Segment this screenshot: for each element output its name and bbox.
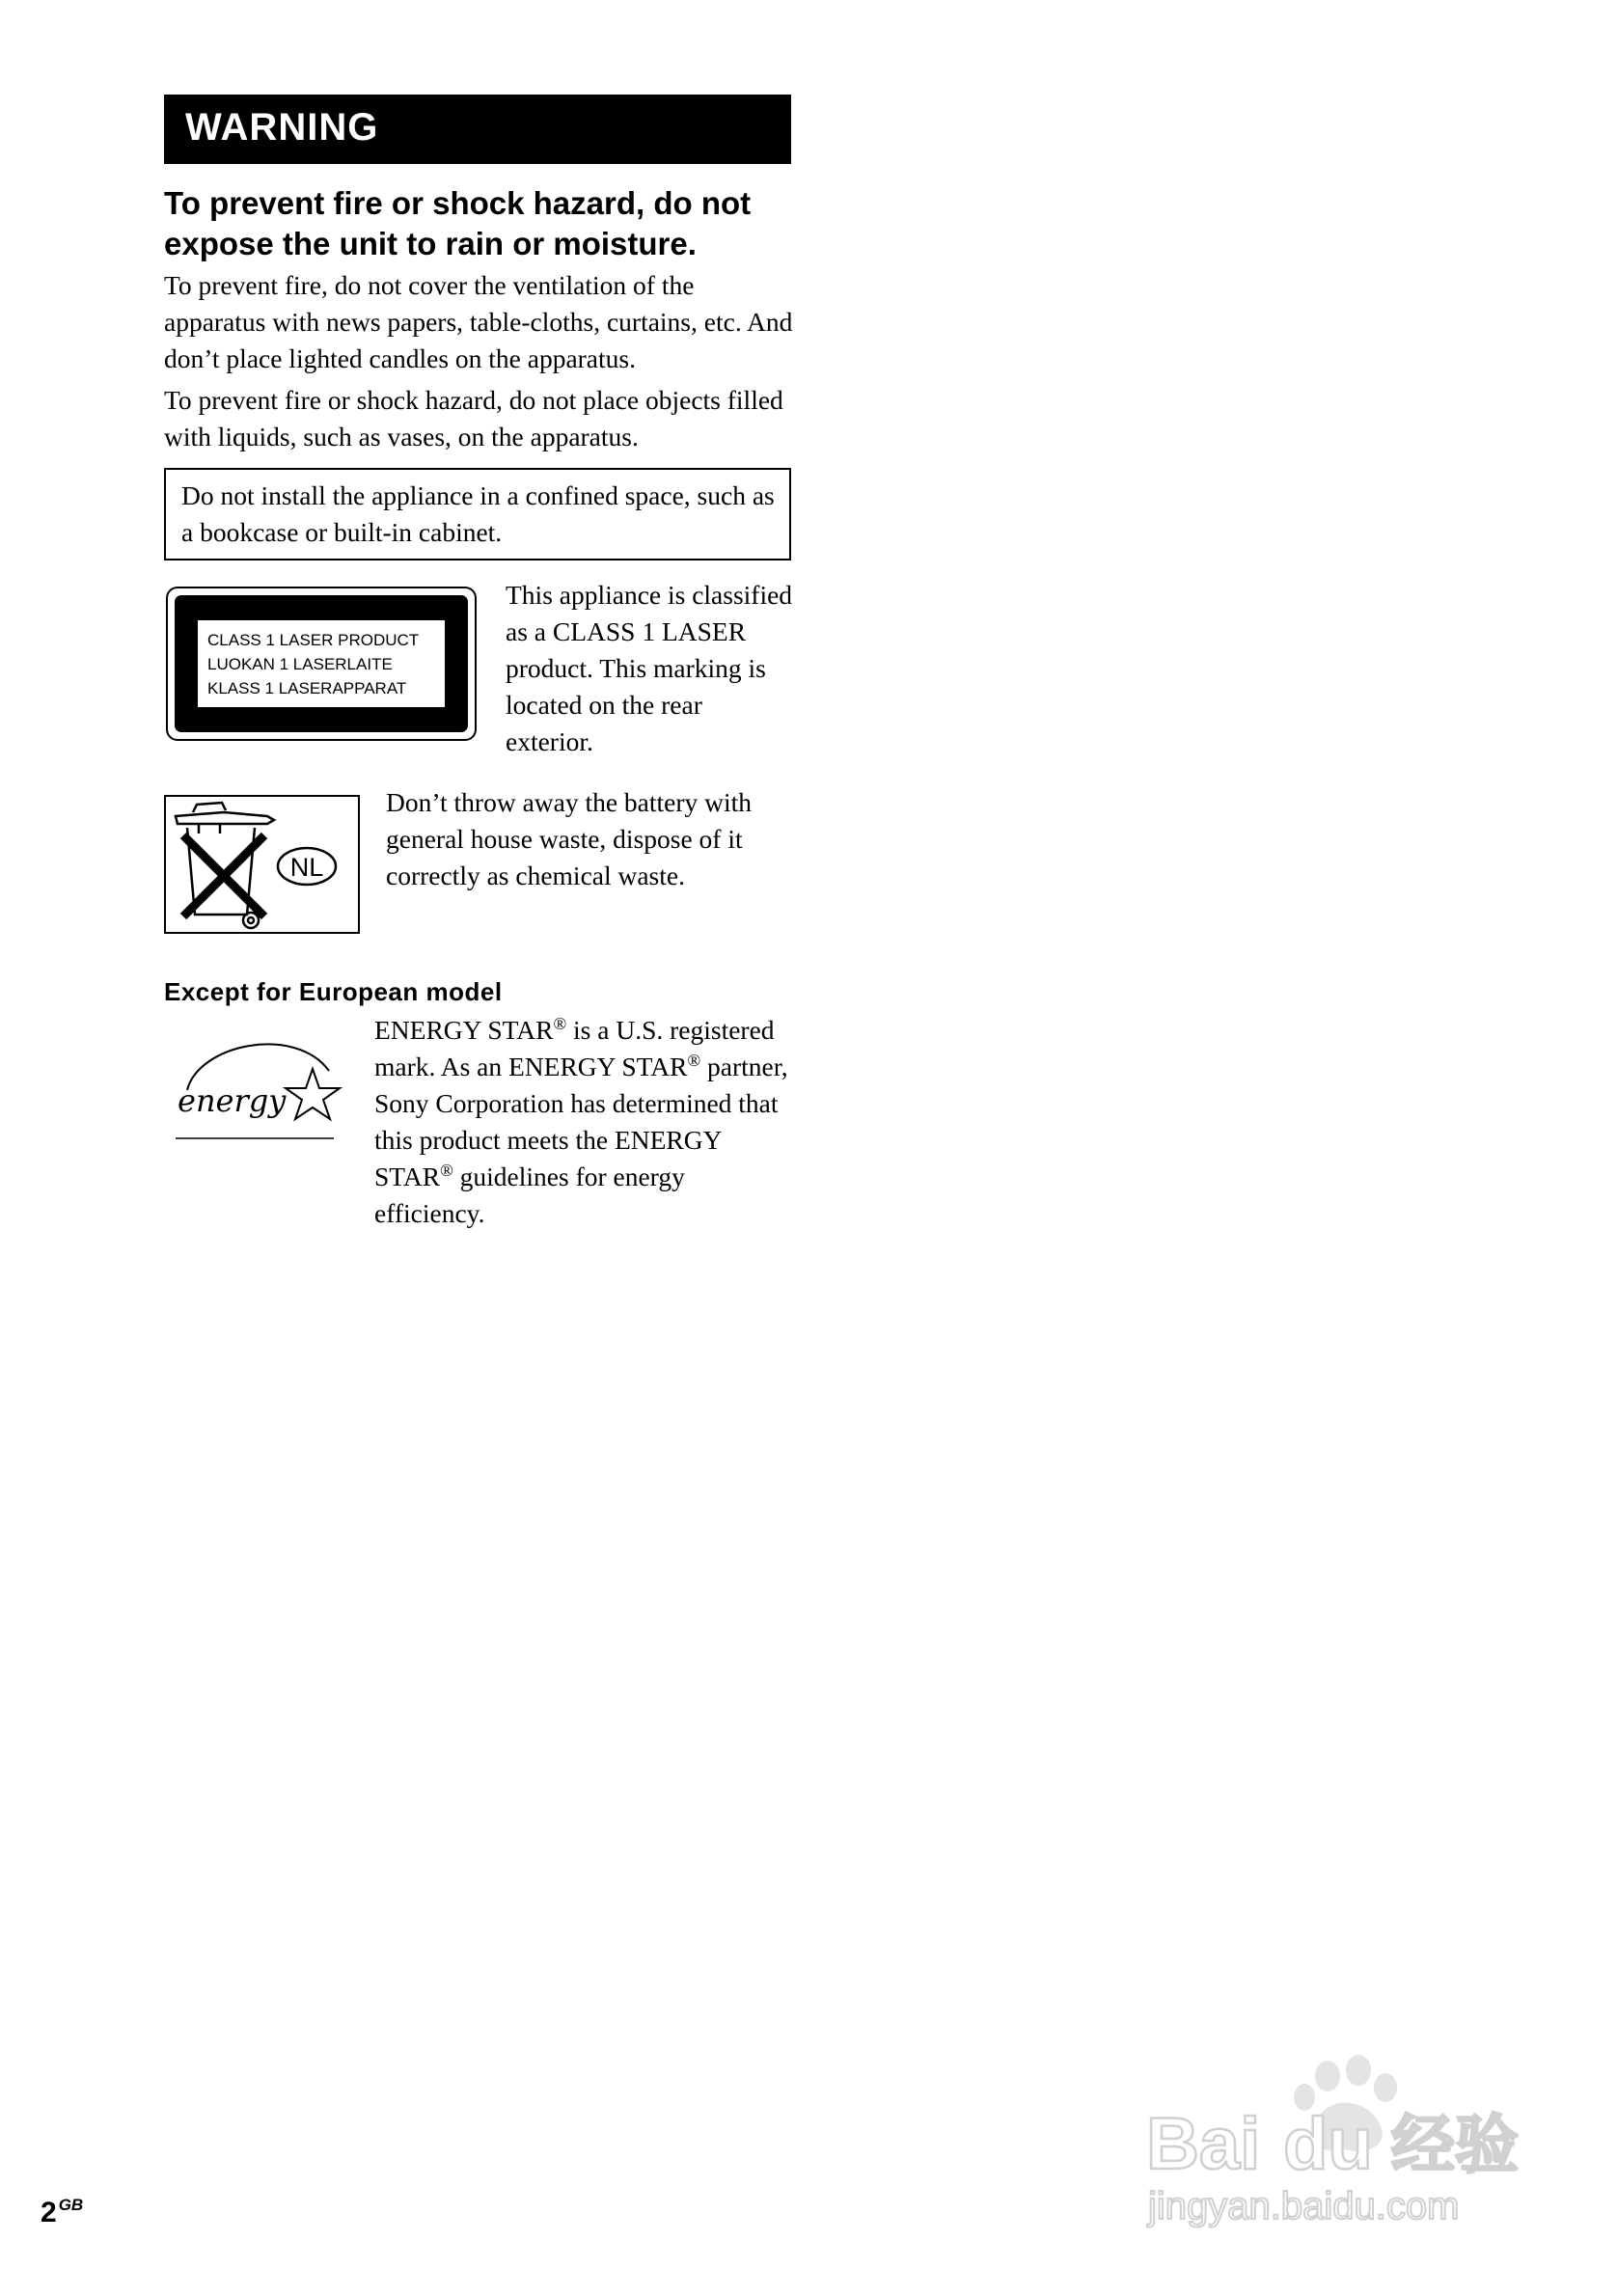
energy-text-1: ENERGY STAR: [374, 1015, 554, 1045]
energy-logo-wordmark: energy: [178, 1082, 287, 1119]
page-number: [41, 2196, 83, 2229]
laser-class-text: This appliance is classified as a CLASS 1 LASER product. This marking is located on the rear exterior.: [506, 580, 793, 756]
battery-disposal-symbol: [164, 795, 360, 934]
watermark-url: jingyan.baidu.com: [1148, 2185, 1460, 2228]
baidu-paw-logo: [1138, 2055, 1544, 2238]
registered-mark-3: ®: [440, 1161, 453, 1180]
installation-note-text: Do not install the appliance in a confined space, such as a bookcase or built-in cabinet.: [181, 480, 775, 547]
battery-country-code: NL: [289, 853, 324, 882]
laser-label-line-2: LUOKAN 1 LASERLAITE: [207, 655, 393, 673]
energy-star-text: [374, 1012, 799, 1232]
watermark-brand: Bai: [1146, 2103, 1261, 2185]
page-number-value: 2: [41, 2197, 57, 2228]
hazard-heading: To prevent fire or shock hazard, do not expose the unit to rain or moisture.: [164, 185, 752, 261]
battery-disposal-text: Don’t throw away the battery with general house waste, dispose of it correctly as chemical waste.: [386, 787, 753, 890]
page-number-suffix: GB: [58, 2196, 84, 2214]
ventilation-paragraph: To prevent fire, do not cover the ventilation of the apparatus with news papers, table-cloths, curtains, etc. And don’t place lighted candles on the apparatus.: [164, 270, 793, 373]
energy-text-2: is a U.S. registered mark. As an ENERGY STAR: [374, 1015, 775, 1081]
watermark-jingyan: 经验: [1391, 2109, 1519, 2180]
liquids-paragraph: To prevent fire or shock hazard, do not place objects filled with liquids, such as vases, on the apparatus.: [164, 385, 783, 451]
european-model-heading: Except for European model: [164, 977, 503, 1006]
warning-title: WARNING: [185, 106, 379, 149]
warning-banner: [164, 95, 791, 164]
watermark-brand-du: du: [1283, 2103, 1373, 2185]
registered-mark-1: ®: [553, 1014, 567, 1033]
energy-star-icon: [170, 1034, 347, 1148]
crossed-bin-icon: [166, 797, 358, 932]
registered-mark-2: ®: [687, 1051, 701, 1070]
baidu-watermark: [1138, 2055, 1544, 2238]
energy-text-3: partner, Sony Corporation has determined that this product meets the ENERGY STAR: [374, 1052, 788, 1191]
energy-star-logo: [170, 1034, 347, 1148]
laser-label-line-1: CLASS 1 LASER PRODUCT: [207, 631, 420, 649]
installation-note-box: [164, 468, 791, 560]
energy-text-4: guidelines for energy efficiency.: [374, 1162, 685, 1228]
laser-product-label: [166, 587, 477, 741]
laser-label-line-3: KLASS 1 LASERAPPARAT: [207, 679, 407, 697]
